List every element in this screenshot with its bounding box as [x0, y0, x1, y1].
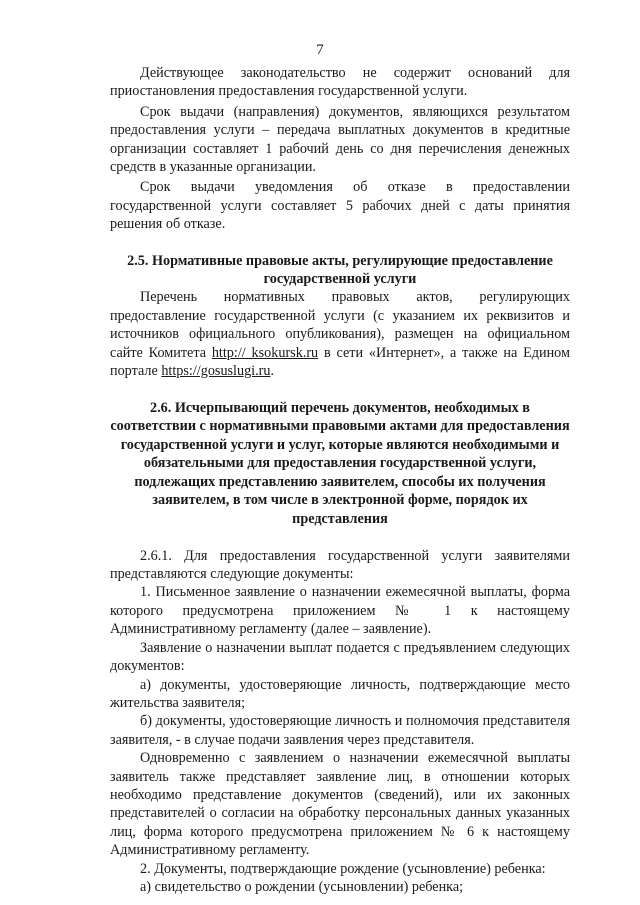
committee-site-link[interactable]: http:// ksokursk.ru [211, 344, 319, 361]
paragraph-birth-certificate: а) свидетельство о рождении (усыновлении) ребенка; [140, 878, 464, 895]
paragraph-2-6-1: 2.6.1. Для предоставления государственной услуги заявителями представляются следующие документы: [110, 547, 570, 583]
legal-acts-text-end: . [270, 363, 275, 380]
paragraph-written-application: 1. Письменное заявление о назначении ежемесячной выплаты, форма которого предусмотрена приложением № 1 к настоящему Административному регламенту (далее – заявление). [110, 584, 570, 638]
page-number: 7 [316, 42, 324, 58]
gosuslugi-portal-link[interactable]: https://gosuslugi.ru [161, 363, 271, 380]
section-2-5-heading-line2: государственной услуги [263, 271, 417, 288]
section-2-5-heading-line1: 2.5. Нормативные правовые акты, регулирующие предоставление [127, 252, 553, 269]
paragraph-refusal-term: Срок выдачи уведомления об отказе в предоставлении государственной услуги составляет 5 рабочих дней с даты принятия решения об отказе. [110, 179, 570, 233]
page-content [110, 64, 570, 896]
legal-acts-text: Перечень нормативных правовых актов, регулирующих предоставление государственной услуги (с указанием их реквизитов и источников официального опубликования), размещен на официальном сайте Комитета [110, 289, 570, 361]
paragraph-item-b: б) документы, удостоверяющие личность и полномочия представителя заявителя, - в случае подачи заявления через представителя. [110, 713, 570, 748]
paragraph-item-a: а) документы, удостоверяющие личность, подтверждающие место жительства заявителя; [110, 676, 570, 711]
paragraph-consent: Одновременно с заявлением о назначении ежемесячной выплаты заявитель также представляет заявление лиц, в отношении которых необходимо представление документов (сведений), или их законных представителей о согласии на обработку персональных данных указанных лиц, форма которого предусмотрена приложением № 6 к настоящему Административному регламенту. [110, 750, 570, 859]
paragraph-issue-term: Срок выдачи (направления) документов, являющихся результатом предоставления услуги – передача выплатных документов в кредитные организации составляет 1 рабочий день со дня перечисления денежных средств в указанные организации. [110, 103, 570, 176]
legal-acts-text-between: в сети «Интернет», а также на Едином портале [110, 344, 570, 380]
paragraph-birth-documents: 2. Документы, подтверждающие рождение (усыновление) ребенка: [140, 860, 546, 877]
paragraph-application-documents: Заявление о назначении выплат подается с предъявлением следующих документов: [110, 639, 570, 675]
section-2-5-heading [110, 252, 570, 289]
paragraph-no-grounds: Действующее законодательство не содержит оснований для приостановления предоставления государственной услуги. [110, 65, 570, 100]
paragraph-legal-acts [110, 288, 570, 380]
section-2-6-heading: 2.6. Исчерпывающий перечень документов, необходимых в соответствии с нормативными правовыми актами для предоставления государственной услуги и услуг, которые являются необходимыми и обязательными для предоставления государственной услуги, подлежащих представлению заявителем, способы их получения заявителем, в том числе в электронной форме, порядок их представления [110, 399, 570, 528]
